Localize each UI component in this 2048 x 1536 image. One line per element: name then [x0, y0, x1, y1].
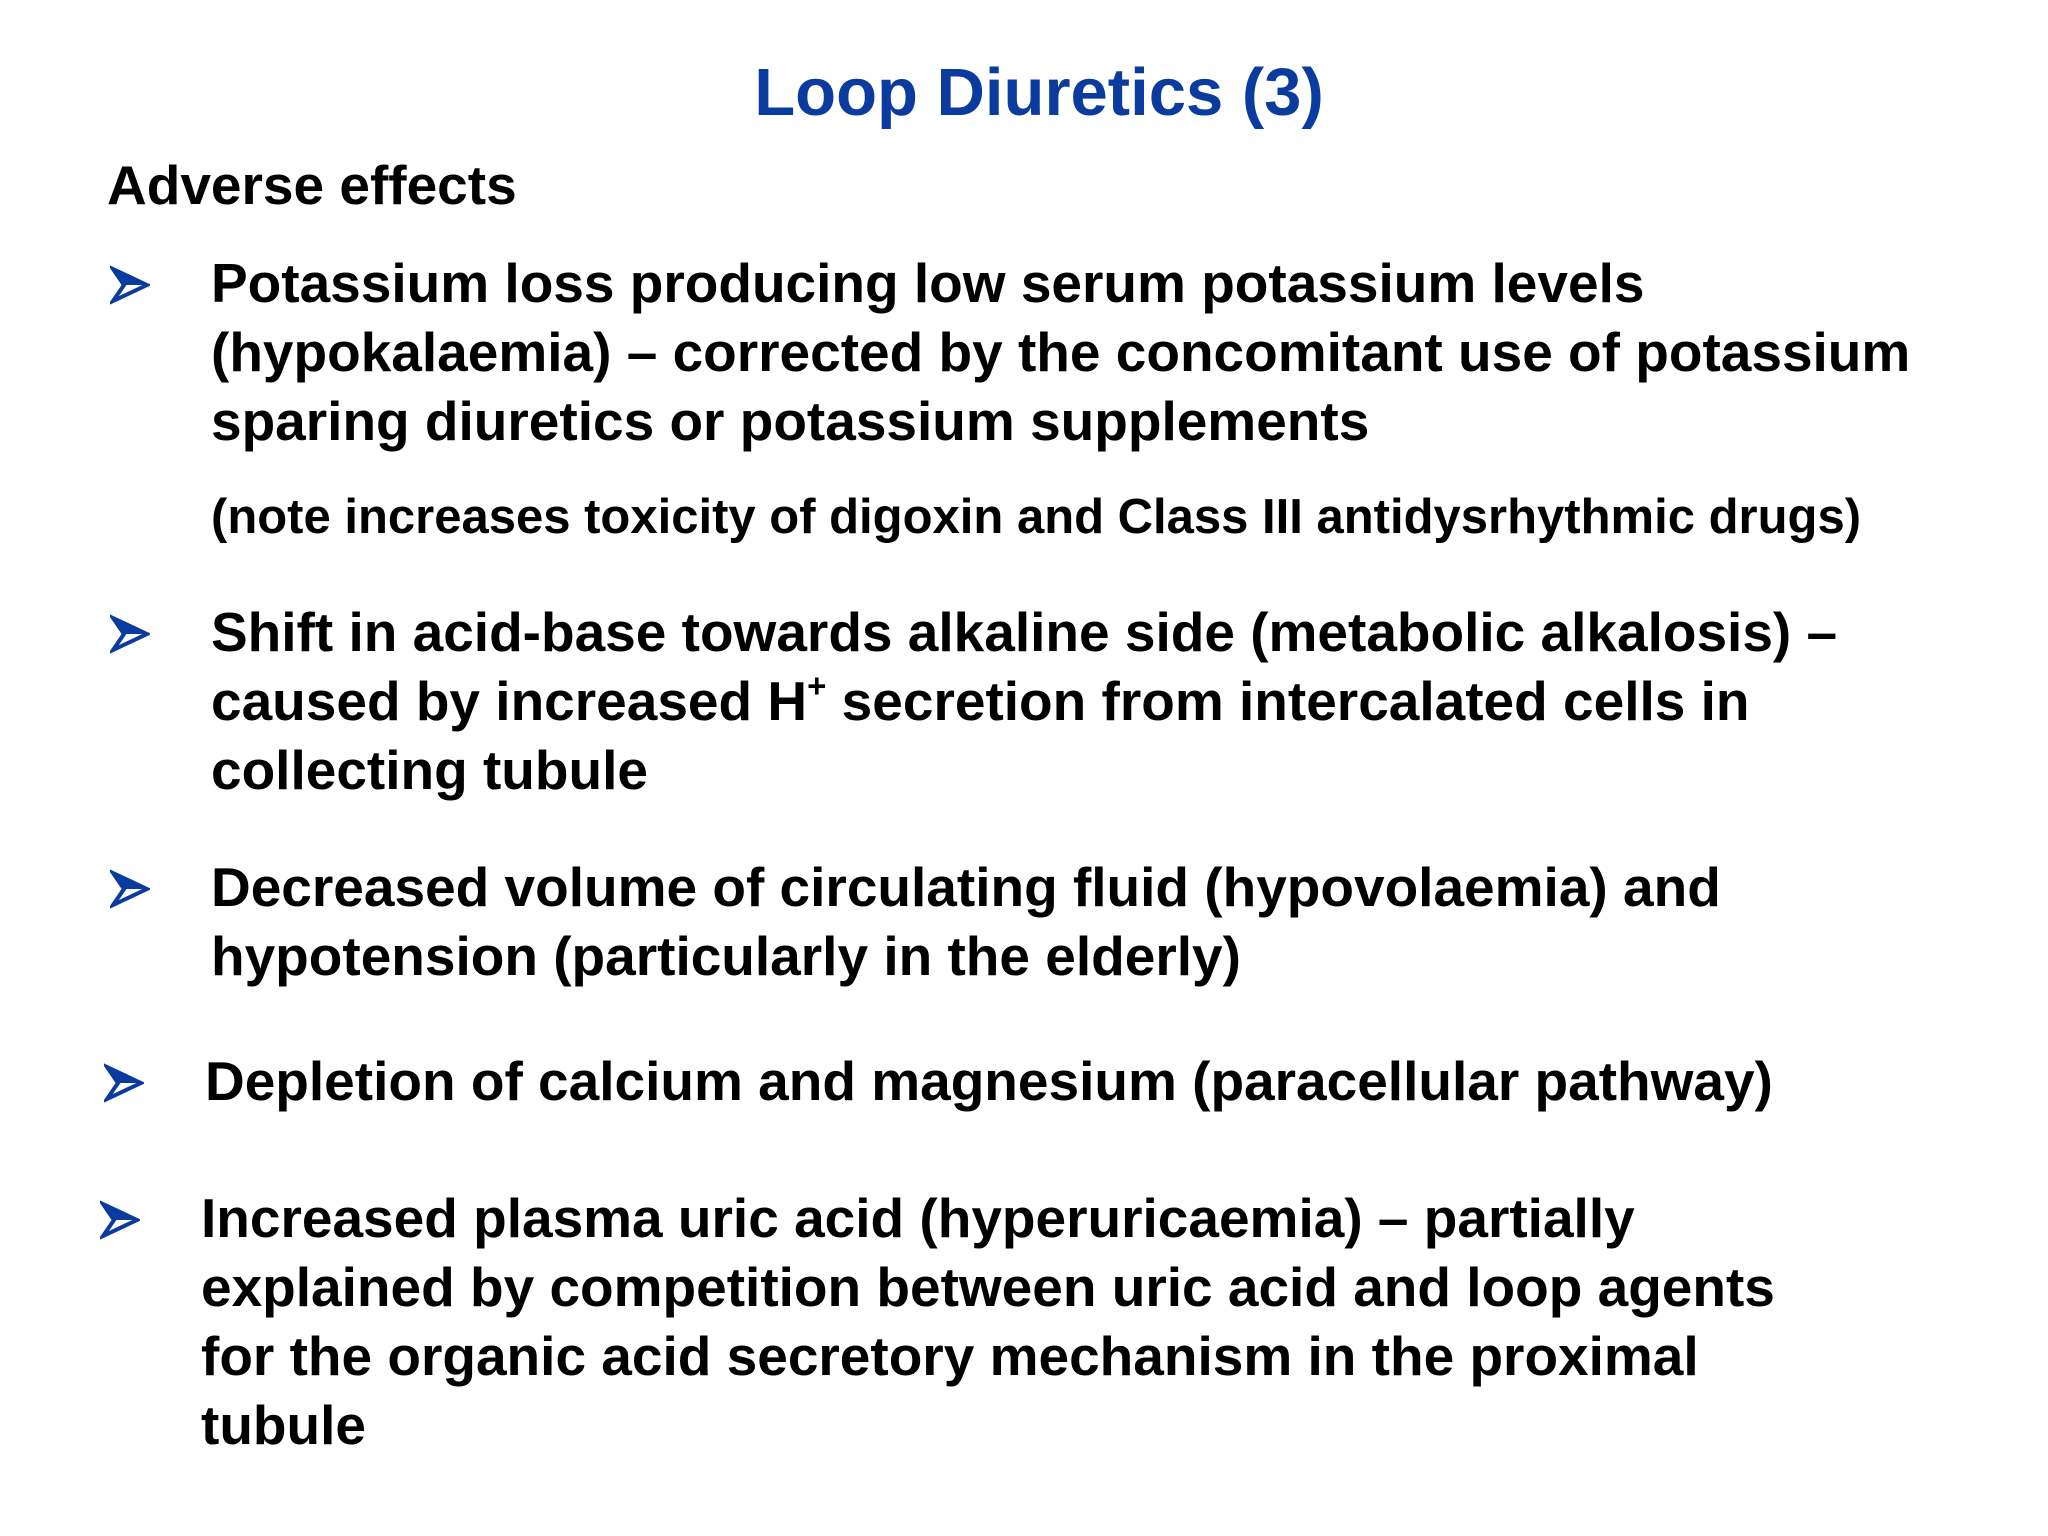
- bullet-line: (hypokalaemia) – corrected by the concomitant use of potassium: [211, 321, 1911, 383]
- bullet-line-part: secretion from intercalated cells in: [826, 670, 1750, 732]
- bullet-line: Shift in acid-base towards alkaline side (metabolic alkalosis) –: [211, 601, 1838, 663]
- section-heading: Adverse effects: [107, 154, 517, 216]
- bullet-line: collecting tubule: [211, 739, 648, 801]
- arrowhead-bullet-icon: [110, 869, 150, 909]
- bullet-line: Decreased volume of circulating fluid (hypovolaemia) and: [211, 856, 1721, 918]
- bullet-line: tubule: [201, 1394, 366, 1456]
- bullet-line: explained by competition between uric acid and loop agents: [201, 1256, 1775, 1318]
- slide-title: Loop Diuretics (3): [754, 55, 1324, 130]
- note-text: (note increases toxicity of digoxin and Class III antidysrhythmic drugs): [211, 490, 1862, 544]
- arrowhead-bullet-icon: [110, 614, 150, 654]
- arrowhead-bullet-icon: [104, 1063, 144, 1103]
- bullet-line: for the organic acid secretory mechanism in the proximal: [201, 1325, 1699, 1387]
- bullet-line-part: caused by increased H: [211, 670, 808, 732]
- bullet-line: sparing diuretics or potassium supplements: [211, 390, 1370, 452]
- arrowhead-bullet-icon: [110, 265, 150, 305]
- bullet-line: Potassium loss producing low serum potassium levels: [211, 252, 1645, 314]
- bullet-line: Depletion of calcium and magnesium (paracellular pathway): [205, 1050, 1773, 1112]
- bullet-line: Increased plasma uric acid (hyperuricaemia) – partially: [201, 1187, 1635, 1249]
- bullet-line: hypotension (particularly in the elderly): [211, 925, 1241, 987]
- bullet-line: [211, 667, 1750, 736]
- superscript-plus: +: [807, 667, 827, 705]
- arrowhead-bullet-icon: [100, 1200, 140, 1240]
